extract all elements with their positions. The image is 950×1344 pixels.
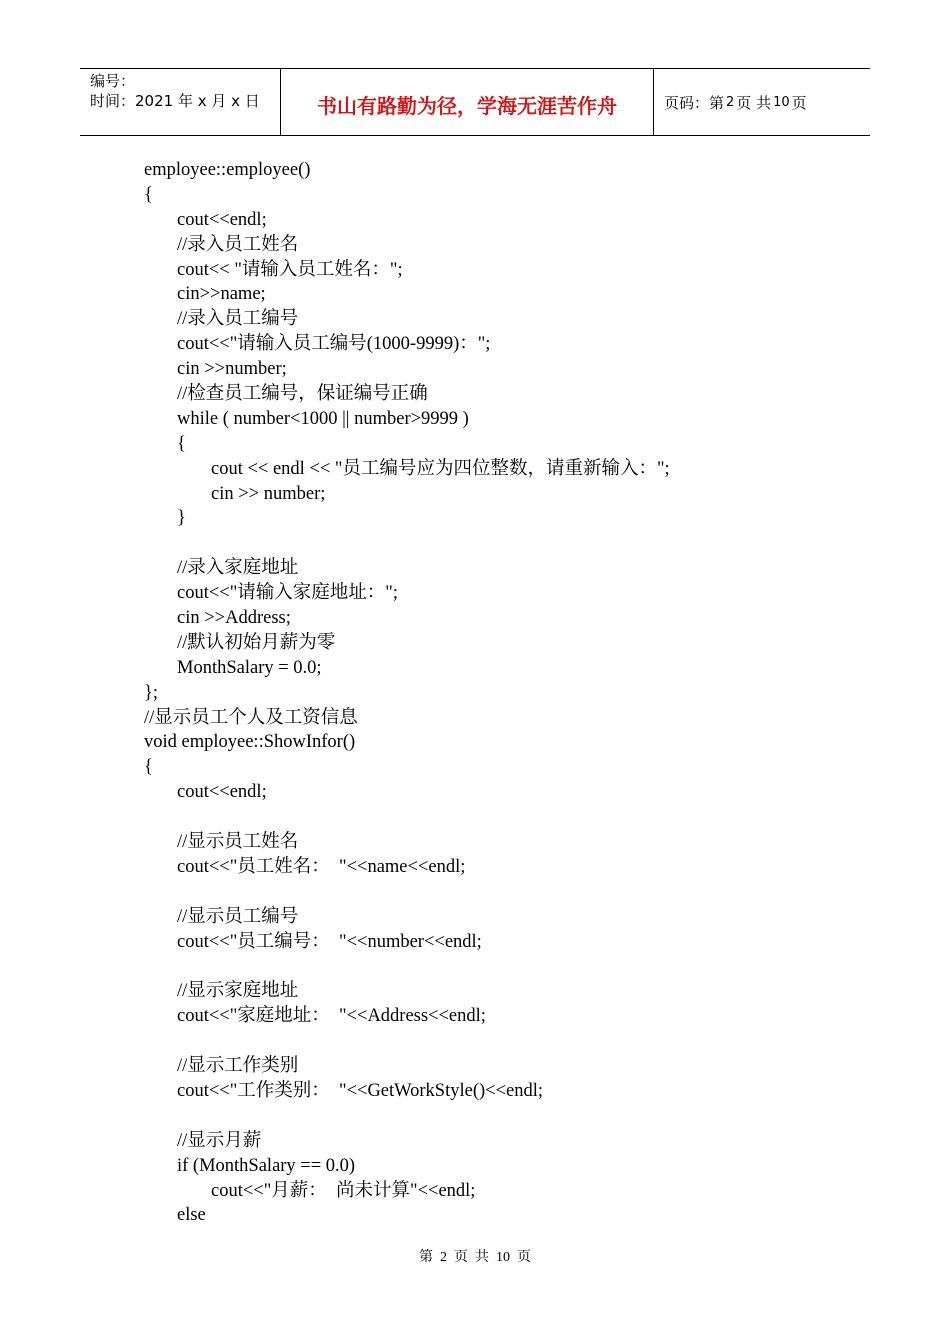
code-line: //显示家庭地址 <box>177 981 299 1002</box>
code-line: cin>>name; <box>177 284 266 305</box>
header-page-cell <box>654 69 870 135</box>
code-line: cout<<"家庭地址： "<<Address<<endl; <box>177 1006 486 1027</box>
motto-text: 书山有路勤为径，学海无涯苦作舟 <box>317 93 617 118</box>
code-line: { <box>144 757 153 778</box>
code-line: } <box>177 508 186 529</box>
page-total: 10 <box>773 94 790 110</box>
code-line: cin >>Address; <box>177 608 291 629</box>
code-line: employee::employee() <box>144 160 311 180</box>
code-line: cout<<"月薪： 尚未计算"<<endl; <box>211 1180 476 1201</box>
page-footer <box>0 1246 950 1266</box>
code-line: cin >>number; <box>177 359 287 380</box>
code-blank-line <box>144 955 844 980</box>
code-line: MonthSalary = 0.0; <box>177 657 322 678</box>
code-blank-line <box>144 880 844 905</box>
header-meta-cell <box>80 69 281 135</box>
code-line: cout<<endl; <box>177 782 267 803</box>
code-line: { <box>144 184 153 205</box>
code-line: //显示员工姓名 <box>177 832 299 853</box>
code-line: //录入员工姓名 <box>177 234 299 255</box>
page-suffix: 页 <box>791 93 807 112</box>
page-header <box>80 68 870 136</box>
code-line: else <box>177 1205 206 1226</box>
code-line: cout<<"员工姓名： "<<name<<endl; <box>177 856 466 877</box>
footer-page-number: 第 2 页 共 10 页 <box>419 1250 531 1265</box>
code-blank-line <box>144 1029 844 1054</box>
code-line: cout<<"员工编号： "<<number<<endl; <box>177 931 482 952</box>
page-mid: 页 共 <box>736 93 772 112</box>
page-current: 2 <box>726 94 735 110</box>
code-line: cout << endl << "员工编号应为四位整数，请重新输入："; <box>211 458 670 479</box>
code-line: cout<< "请输入员工姓名："; <box>177 259 403 280</box>
code-line: //检查员工编号，保证编号正确 <box>177 384 428 405</box>
code-block <box>144 158 844 1228</box>
code-line: //默认初始月薪为零 <box>177 632 336 653</box>
code-line: //录入员工编号 <box>177 309 299 330</box>
code-line: //显示员工个人及工资信息 <box>144 707 358 728</box>
code-blank-line <box>144 1104 844 1129</box>
code-line: cout<<endl; <box>177 209 267 230</box>
page-prefix: 页码：第 <box>664 93 725 112</box>
code-line: }; <box>144 682 159 703</box>
code-blank-line <box>144 805 844 830</box>
code-line: cin >> number; <box>211 483 326 504</box>
code-line: if (MonthSalary == 0.0) <box>177 1155 356 1176</box>
code-line: { <box>177 433 186 454</box>
code-line: while ( number<1000 || number>9999 ) <box>177 408 469 429</box>
code-line: void employee::ShowInfor() <box>144 732 356 753</box>
number-label: 编号： <box>90 72 136 90</box>
code-line: //显示月薪 <box>177 1130 262 1151</box>
code-line: cout<<"工作类别： "<<GetWorkStyle()<<endl; <box>177 1080 543 1101</box>
date-label: 时间：2021 年 x 月 x 日 <box>90 92 260 110</box>
code-line: cout<<"请输入家庭地址："; <box>177 583 398 604</box>
code-line: //显示工作类别 <box>177 1056 299 1077</box>
code-line: cout<<"请输入员工编号(1000-9999)："; <box>177 334 491 355</box>
code-line: //录入家庭地址 <box>177 558 299 579</box>
code-blank-line <box>144 531 844 556</box>
header-motto-cell <box>281 69 654 135</box>
code-line: //显示员工编号 <box>177 906 299 927</box>
